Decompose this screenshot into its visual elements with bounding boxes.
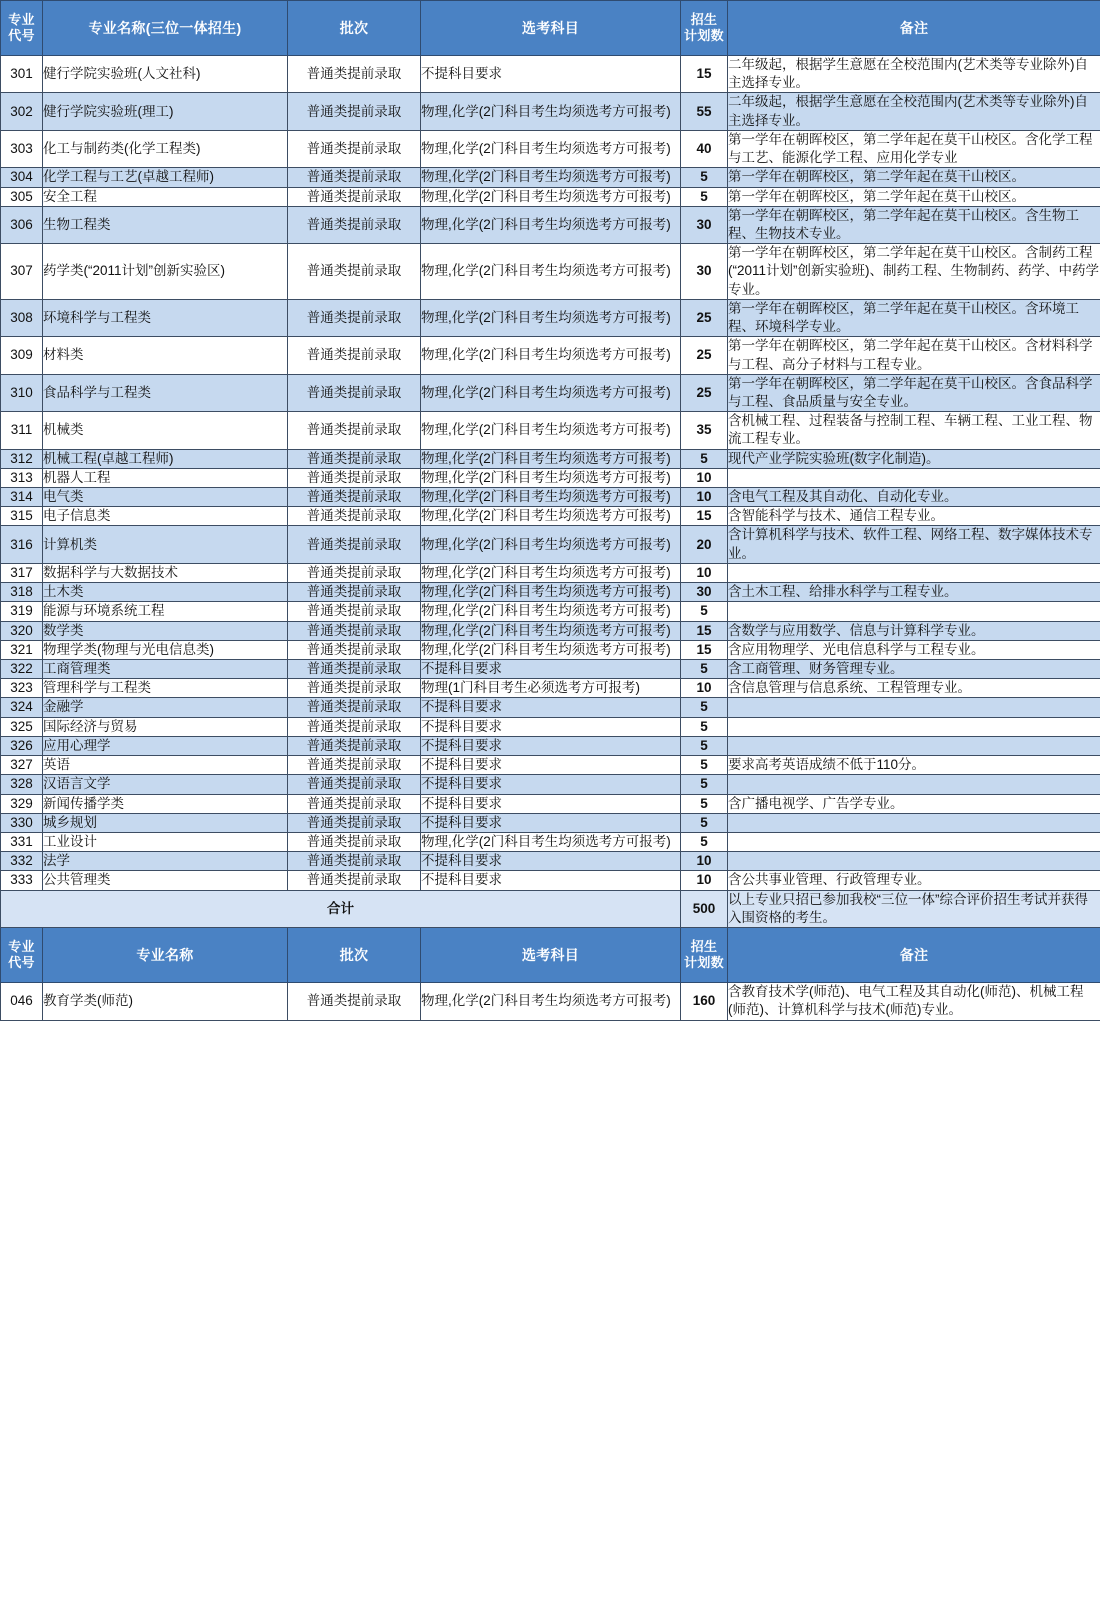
cell-subject: 物理,化学(2门科目考生均须选考方可报考) [421, 412, 681, 449]
table-header-secondary-body [1, 928, 1100, 983]
cell-major-code: 320 [1, 621, 43, 640]
cell-remarks: 第一学年在朝晖校区，第二学年起在莫干山校区。 [728, 187, 1100, 206]
cell-major-name: 健行学院实验班(人文社科) [43, 56, 288, 93]
cell-batch: 普通类提前录取 [288, 756, 421, 775]
cell-major-name: 环境科学与工程类 [43, 299, 288, 336]
cell-major-name: 城乡规划 [43, 813, 288, 832]
cell-remarks: 含教育技术学(师范)、电气工程及其自动化(师范)、机械工程(师范)、计算机科学与技术(师范)专业。 [728, 983, 1100, 1020]
cell-major-name: 化学工程与工艺(卓越工程师) [43, 168, 288, 187]
header2-plan-count: 招生 计划数 [681, 928, 728, 983]
table-row [1, 187, 1100, 206]
cell-subject: 不提科目要求 [421, 871, 681, 890]
cell-batch: 普通类提前录取 [288, 717, 421, 736]
header2-elective-subjects: 选考科目 [421, 928, 681, 983]
table-row [1, 412, 1100, 449]
cell-major-code: 312 [1, 449, 43, 468]
cell-major-name: 金融学 [43, 698, 288, 717]
cell-major-name: 物理学类(物理与光电信息类) [43, 640, 288, 659]
cell-subject: 物理,化学(2门科目考生均须选考方可报考) [421, 583, 681, 602]
cell-batch: 普通类提前录取 [288, 621, 421, 640]
cell-subject: 不提科目要求 [421, 660, 681, 679]
cell-subject: 不提科目要求 [421, 852, 681, 871]
cell-batch: 普通类提前录取 [288, 679, 421, 698]
total-plan-count: 500 [681, 890, 728, 927]
table-header-row-primary [1, 1, 1100, 56]
cell-batch: 普通类提前录取 [288, 374, 421, 411]
cell-remarks: 第一学年在朝晖校区，第二学年起在莫干山校区。含生物工程、生物技术专业。 [728, 206, 1100, 243]
cell-remarks [728, 468, 1100, 487]
cell-subject: 物理,化学(2门科目考生均须选考方可报考) [421, 449, 681, 468]
cell-remarks [728, 813, 1100, 832]
cell-major-code: 307 [1, 244, 43, 300]
cell-batch: 普通类提前录取 [288, 563, 421, 582]
cell-batch: 普通类提前录取 [288, 660, 421, 679]
cell-major-name: 数学类 [43, 621, 288, 640]
cell-major-name: 公共管理类 [43, 871, 288, 890]
header2-batch: 批次 [288, 928, 421, 983]
cell-plan-count: 5 [681, 794, 728, 813]
cell-plan-count: 20 [681, 526, 728, 563]
cell-major-name: 机器人工程 [43, 468, 288, 487]
cell-plan-count: 5 [681, 660, 728, 679]
cell-batch: 普通类提前录取 [288, 602, 421, 621]
total-remarks: 以上专业只招已参加我校“三位一体”综合评价招生考试并获得入围资格的考生。 [728, 890, 1100, 927]
cell-major-code: 319 [1, 602, 43, 621]
cell-subject: 物理,化学(2门科目考生均须选考方可报考) [421, 168, 681, 187]
table-row [1, 299, 1100, 336]
cell-major-code: 308 [1, 299, 43, 336]
cell-subject: 物理,化学(2门科目考生均须选考方可报考) [421, 621, 681, 640]
table-row [1, 756, 1100, 775]
cell-remarks: 含信息管理与信息系统、工程管理专业。 [728, 679, 1100, 698]
table-row [1, 640, 1100, 659]
table-row [1, 130, 1100, 167]
cell-plan-count: 30 [681, 583, 728, 602]
cell-subject: 物理,化学(2门科目考生均须选考方可报考) [421, 130, 681, 167]
table-row [1, 168, 1100, 187]
cell-batch: 普通类提前录取 [288, 736, 421, 755]
cell-major-name: 英语 [43, 756, 288, 775]
cell-remarks [728, 832, 1100, 851]
cell-major-code: 306 [1, 206, 43, 243]
cell-batch: 普通类提前录取 [288, 507, 421, 526]
header-major-code: 专业 代号 [1, 1, 43, 56]
cell-subject: 物理,化学(2门科目考生均须选考方可报考) [421, 488, 681, 507]
header2-major-code: 专业 代号 [1, 928, 43, 983]
cell-subject: 物理(1门科目考生必须选考方可报考) [421, 679, 681, 698]
table-row [1, 871, 1100, 890]
cell-plan-count: 35 [681, 412, 728, 449]
header2-major-name: 专业名称 [43, 928, 288, 983]
cell-plan-count: 10 [681, 563, 728, 582]
cell-remarks: 含智能科学与技术、通信工程专业。 [728, 507, 1100, 526]
cell-major-name: 材料类 [43, 337, 288, 374]
table-row [1, 206, 1100, 243]
cell-major-name: 机械类 [43, 412, 288, 449]
cell-plan-count: 10 [681, 488, 728, 507]
cell-remarks: 第一学年在朝晖校区，第二学年起在莫干山校区。含食品科学与工程、食品质量与安全专业。 [728, 374, 1100, 411]
cell-major-code: 310 [1, 374, 43, 411]
header-batch: 批次 [288, 1, 421, 56]
cell-plan-count: 160 [681, 983, 728, 1020]
cell-plan-count: 5 [681, 736, 728, 755]
cell-major-code: 321 [1, 640, 43, 659]
cell-plan-count: 15 [681, 640, 728, 659]
cell-major-name: 能源与环境系统工程 [43, 602, 288, 621]
cell-subject: 物理,化学(2门科目考生均须选考方可报考) [421, 563, 681, 582]
table-row [1, 813, 1100, 832]
cell-subject: 物理,化学(2门科目考生均须选考方可报考) [421, 468, 681, 487]
cell-batch: 普通类提前录取 [288, 244, 421, 300]
table-row [1, 563, 1100, 582]
cell-major-code: 318 [1, 583, 43, 602]
cell-batch: 普通类提前录取 [288, 775, 421, 794]
cell-major-code: 327 [1, 756, 43, 775]
cell-major-code: 315 [1, 507, 43, 526]
table-row [1, 832, 1100, 851]
cell-remarks: 含数学与应用数学、信息与计算科学专业。 [728, 621, 1100, 640]
table-total-body [1, 890, 1100, 927]
cell-major-code: 305 [1, 187, 43, 206]
cell-subject: 物理,化学(2门科目考生均须选考方可报考) [421, 832, 681, 851]
table-row [1, 56, 1100, 93]
cell-remarks: 要求高考英语成绩不低于110分。 [728, 756, 1100, 775]
cell-major-name: 健行学院实验班(理工) [43, 93, 288, 130]
cell-major-name: 电子信息类 [43, 507, 288, 526]
cell-major-code: 328 [1, 775, 43, 794]
cell-plan-count: 30 [681, 244, 728, 300]
cell-remarks: 含广播电视学、广告学专业。 [728, 794, 1100, 813]
cell-batch: 普通类提前录取 [288, 468, 421, 487]
cell-remarks: 二年级起，根据学生意愿在全校范围内(艺术类等专业除外)自主选择专业。 [728, 93, 1100, 130]
cell-plan-count: 25 [681, 337, 728, 374]
cell-subject: 物理,化学(2门科目考生均须选考方可报考) [421, 507, 681, 526]
cell-major-code: 333 [1, 871, 43, 890]
table-row [1, 794, 1100, 813]
cell-batch: 普通类提前录取 [288, 299, 421, 336]
cell-major-code: 302 [1, 93, 43, 130]
cell-major-code: 324 [1, 698, 43, 717]
cell-remarks [728, 698, 1100, 717]
cell-plan-count: 5 [681, 168, 728, 187]
cell-plan-count: 5 [681, 698, 728, 717]
cell-major-name: 土木类 [43, 583, 288, 602]
cell-remarks [728, 736, 1100, 755]
cell-major-code: 046 [1, 983, 43, 1020]
cell-plan-count: 10 [681, 679, 728, 698]
cell-remarks: 第一学年在朝晖校区，第二学年起在莫干山校区。 [728, 168, 1100, 187]
header-elective-subjects: 选考科目 [421, 1, 681, 56]
cell-major-name: 应用心理学 [43, 736, 288, 755]
cell-remarks [728, 852, 1100, 871]
cell-major-code: 311 [1, 412, 43, 449]
cell-plan-count: 30 [681, 206, 728, 243]
table-row [1, 93, 1100, 130]
cell-major-name: 教育学类(师范) [43, 983, 288, 1020]
total-label: 合计 [1, 890, 681, 927]
cell-plan-count: 5 [681, 813, 728, 832]
cell-remarks: 第一学年在朝晖校区，第二学年起在莫干山校区。含环境工程、环境科学专业。 [728, 299, 1100, 336]
cell-major-code: 332 [1, 852, 43, 871]
header2-remarks: 备注 [728, 928, 1100, 983]
cell-major-code: 325 [1, 717, 43, 736]
cell-major-code: 329 [1, 794, 43, 813]
table-row-second-section [1, 983, 1100, 1020]
table-row [1, 244, 1100, 300]
cell-subject: 物理,化学(2门科目考生均须选考方可报考) [421, 983, 681, 1020]
cell-subject: 不提科目要求 [421, 775, 681, 794]
cell-remarks: 含公共事业管理、行政管理专业。 [728, 871, 1100, 890]
table-row [1, 507, 1100, 526]
cell-major-name: 化工与制药类(化学工程类) [43, 130, 288, 167]
table-row [1, 583, 1100, 602]
cell-batch: 普通类提前录取 [288, 871, 421, 890]
cell-subject: 物理,化学(2门科目考生均须选考方可报考) [421, 602, 681, 621]
cell-major-code: 303 [1, 130, 43, 167]
cell-batch: 普通类提前录取 [288, 583, 421, 602]
cell-major-code: 309 [1, 337, 43, 374]
cell-plan-count: 15 [681, 507, 728, 526]
cell-batch: 普通类提前录取 [288, 206, 421, 243]
cell-subject: 不提科目要求 [421, 717, 681, 736]
cell-remarks: 第一学年在朝晖校区，第二学年起在莫干山校区。含材料科学与工程、高分子材料与工程专业。 [728, 337, 1100, 374]
header-remarks: 备注 [728, 1, 1100, 56]
cell-batch: 普通类提前录取 [288, 794, 421, 813]
table-row [1, 736, 1100, 755]
cell-plan-count: 5 [681, 449, 728, 468]
cell-remarks [728, 563, 1100, 582]
table-body [1, 56, 1100, 891]
cell-plan-count: 10 [681, 468, 728, 487]
cell-plan-count: 5 [681, 187, 728, 206]
cell-subject: 物理,化学(2门科目考生均须选考方可报考) [421, 187, 681, 206]
cell-major-code: 314 [1, 488, 43, 507]
cell-plan-count: 15 [681, 621, 728, 640]
cell-batch: 普通类提前录取 [288, 130, 421, 167]
table-row [1, 374, 1100, 411]
cell-major-code: 316 [1, 526, 43, 563]
cell-subject: 物理,化学(2门科目考生均须选考方可报考) [421, 93, 681, 130]
cell-remarks: 含工商管理、财务管理专业。 [728, 660, 1100, 679]
table-row [1, 660, 1100, 679]
cell-plan-count: 25 [681, 374, 728, 411]
cell-major-code: 317 [1, 563, 43, 582]
cell-batch: 普通类提前录取 [288, 337, 421, 374]
cell-batch: 普通类提前录取 [288, 832, 421, 851]
table-row [1, 488, 1100, 507]
cell-plan-count: 40 [681, 130, 728, 167]
cell-major-code: 331 [1, 832, 43, 851]
table-second-section-body [1, 983, 1100, 1020]
cell-major-name: 机械工程(卓越工程师) [43, 449, 288, 468]
cell-plan-count: 5 [681, 717, 728, 736]
cell-major-name: 生物工程类 [43, 206, 288, 243]
cell-major-name: 药学类(“2011计划”创新实验区) [43, 244, 288, 300]
cell-remarks [728, 602, 1100, 621]
table-row [1, 717, 1100, 736]
cell-batch: 普通类提前录取 [288, 56, 421, 93]
table-row [1, 852, 1100, 871]
cell-major-code: 330 [1, 813, 43, 832]
table-row [1, 775, 1100, 794]
cell-subject: 不提科目要求 [421, 794, 681, 813]
table-header-row-secondary [1, 928, 1100, 983]
header-major-name: 专业名称(三位一体招生) [43, 1, 288, 56]
cell-subject: 物理,化学(2门科目考生均须选考方可报考) [421, 299, 681, 336]
cell-major-name: 食品科学与工程类 [43, 374, 288, 411]
cell-subject: 物理,化学(2门科目考生均须选考方可报考) [421, 526, 681, 563]
cell-subject: 物理,化学(2门科目考生均须选考方可报考) [421, 244, 681, 300]
cell-major-name: 法学 [43, 852, 288, 871]
table-row [1, 449, 1100, 468]
cell-remarks: 含机械工程、过程装备与控制工程、车辆工程、工业工程、物流工程专业。 [728, 412, 1100, 449]
table-row [1, 468, 1100, 487]
cell-plan-count: 5 [681, 756, 728, 775]
header-plan-count: 招生 计划数 [681, 1, 728, 56]
table-row [1, 602, 1100, 621]
cell-major-name: 国际经济与贸易 [43, 717, 288, 736]
table-row [1, 698, 1100, 717]
cell-subject: 不提科目要求 [421, 756, 681, 775]
cell-subject: 不提科目要求 [421, 56, 681, 93]
cell-plan-count: 15 [681, 56, 728, 93]
cell-batch: 普通类提前录取 [288, 852, 421, 871]
cell-plan-count: 10 [681, 871, 728, 890]
cell-major-code: 313 [1, 468, 43, 487]
cell-batch: 普通类提前录取 [288, 187, 421, 206]
cell-batch: 普通类提前录取 [288, 698, 421, 717]
cell-batch: 普通类提前录取 [288, 488, 421, 507]
cell-batch: 普通类提前录取 [288, 983, 421, 1020]
cell-plan-count: 5 [681, 832, 728, 851]
cell-major-code: 323 [1, 679, 43, 698]
cell-batch: 普通类提前录取 [288, 449, 421, 468]
table-row [1, 337, 1100, 374]
cell-major-name: 安全工程 [43, 187, 288, 206]
cell-remarks: 含土木工程、给排水科学与工程专业。 [728, 583, 1100, 602]
cell-subject: 物理,化学(2门科目考生均须选考方可报考) [421, 337, 681, 374]
cell-plan-count: 5 [681, 775, 728, 794]
cell-remarks: 含计算机科学与技术、软件工程、网络工程、数字媒体技术专业。 [728, 526, 1100, 563]
cell-major-name: 电气类 [43, 488, 288, 507]
table-row [1, 679, 1100, 698]
cell-subject: 不提科目要求 [421, 813, 681, 832]
cell-subject: 不提科目要求 [421, 736, 681, 755]
cell-batch: 普通类提前录取 [288, 640, 421, 659]
cell-plan-count: 55 [681, 93, 728, 130]
cell-plan-count: 5 [681, 602, 728, 621]
cell-major-code: 322 [1, 660, 43, 679]
cell-major-name: 计算机类 [43, 526, 288, 563]
cell-major-name: 新闻传播学类 [43, 794, 288, 813]
cell-major-code: 304 [1, 168, 43, 187]
cell-plan-count: 25 [681, 299, 728, 336]
cell-remarks: 含电气工程及其自动化、自动化专业。 [728, 488, 1100, 507]
cell-batch: 普通类提前录取 [288, 813, 421, 832]
cell-major-code: 301 [1, 56, 43, 93]
cell-subject: 物理,化学(2门科目考生均须选考方可报考) [421, 640, 681, 659]
cell-batch: 普通类提前录取 [288, 168, 421, 187]
cell-major-name: 管理科学与工程类 [43, 679, 288, 698]
cell-major-code: 326 [1, 736, 43, 755]
table-row [1, 526, 1100, 563]
cell-remarks: 现代产业学院实验班(数字化制造)。 [728, 449, 1100, 468]
cell-major-name: 数据科学与大数据技术 [43, 563, 288, 582]
cell-major-name: 工商管理类 [43, 660, 288, 679]
cell-remarks [728, 775, 1100, 794]
cell-remarks: 第一学年在朝晖校区，第二学年起在莫干山校区。含化学工程与工艺、能源化学工程、应用化学专业 [728, 130, 1100, 167]
cell-subject: 不提科目要求 [421, 698, 681, 717]
cell-batch: 普通类提前录取 [288, 412, 421, 449]
cell-batch: 普通类提前录取 [288, 93, 421, 130]
cell-remarks [728, 717, 1100, 736]
cell-remarks: 第一学年在朝晖校区，第二学年起在莫干山校区。含制药工程(“2011计划”创新实验班)、制药工程、生物制药、药学、中药学专业。 [728, 244, 1100, 300]
cell-remarks: 二年级起，根据学生意愿在全校范围内(艺术类等专业除外)自主选择专业。 [728, 56, 1100, 93]
cell-remarks: 含应用物理学、光电信息科学与工程专业。 [728, 640, 1100, 659]
cell-major-name: 汉语言文学 [43, 775, 288, 794]
table-row [1, 621, 1100, 640]
cell-subject: 物理,化学(2门科目考生均须选考方可报考) [421, 374, 681, 411]
cell-subject: 物理,化学(2门科目考生均须选考方可报考) [421, 206, 681, 243]
cell-plan-count: 10 [681, 852, 728, 871]
cell-batch: 普通类提前录取 [288, 526, 421, 563]
table-total-row [1, 890, 1100, 927]
cell-major-name: 工业设计 [43, 832, 288, 851]
